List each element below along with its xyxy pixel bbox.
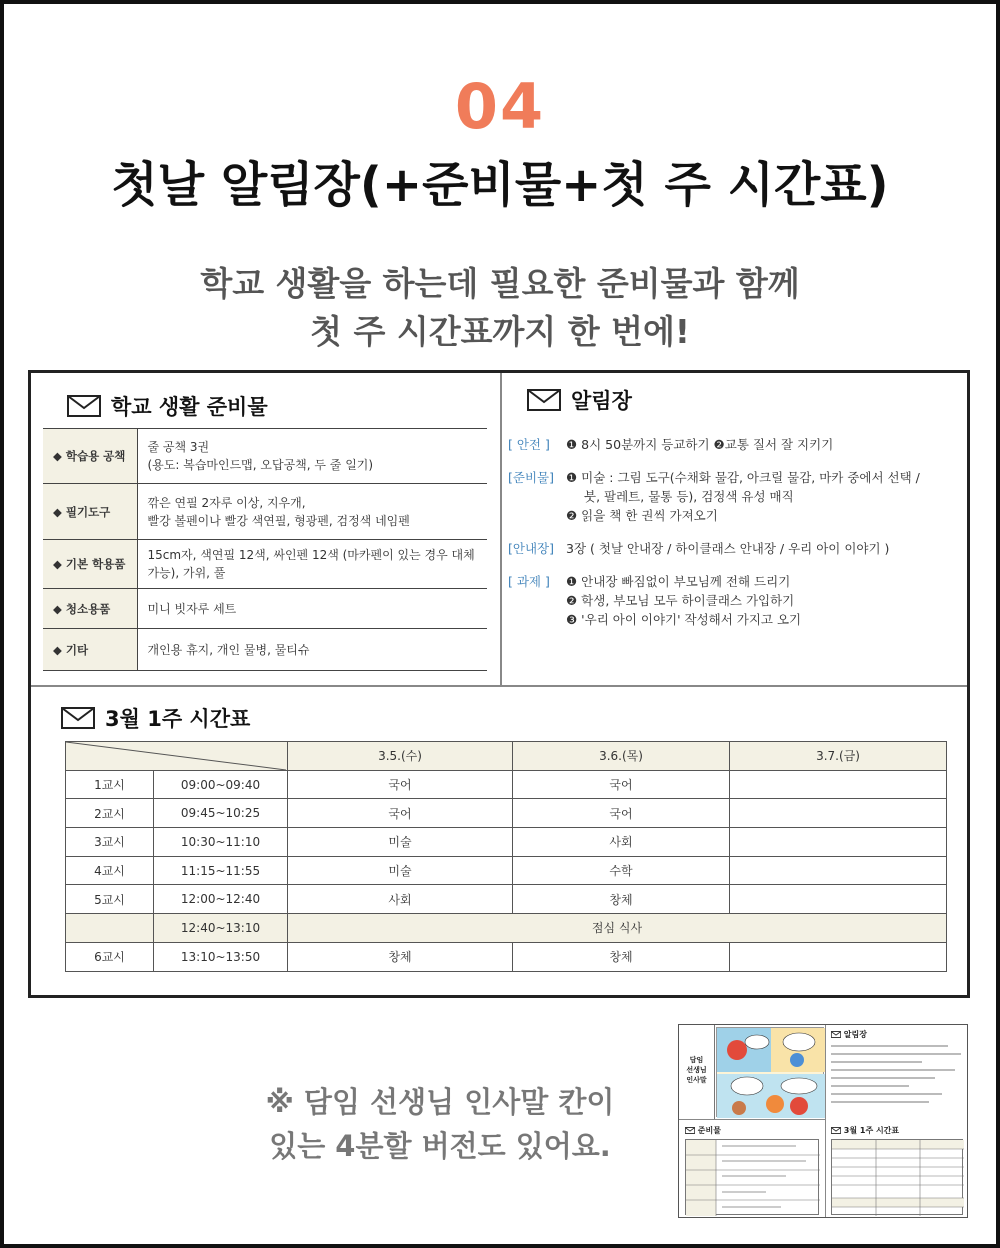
period-cell: 1교시 <box>66 770 154 799</box>
subject-cell <box>730 942 947 971</box>
notice-tag: [ 과제 ] <box>508 574 550 589</box>
notice-tag: [안내장] <box>508 541 554 556</box>
thumb-timetable-title: 3월 1주 시간표 <box>831 1125 899 1136</box>
prep-value: 개인용 휴지, 개인 물병, 물티슈 <box>137 629 487 671</box>
subject-cell <box>730 885 947 914</box>
time-cell: 12:40~13:10 <box>154 914 288 943</box>
prep-row <box>43 484 487 540</box>
notice-text <box>566 435 960 454</box>
prep-heading <box>67 391 268 421</box>
divider-horizontal <box>31 685 967 687</box>
notice-line: ❸ '우리 아이 이야기' 작성해서 가지고 오기 <box>566 612 802 627</box>
subject-cell <box>730 828 947 857</box>
subject-cell <box>730 770 947 799</box>
timetable-row <box>66 856 947 885</box>
day-header: 3.5.(수) <box>288 742 513 771</box>
prep-label: ◆ 청소용품 <box>43 589 137 629</box>
day-header: 3.6.(목) <box>513 742 730 771</box>
page-title: 첫날 알림장(+준비물+첫 주 시간표) <box>111 157 889 213</box>
notice-text <box>566 572 960 629</box>
notice-line: ❶ 안내장 빠짐없이 부모님께 전해 드리기 <box>566 574 791 589</box>
prep-row <box>43 540 487 589</box>
subject-cell: 미술 <box>288 828 513 857</box>
subject-cell: 미술 <box>288 856 513 885</box>
four-panel-preview <box>678 1024 968 1218</box>
time-cell: 10:30~11:10 <box>154 828 288 857</box>
footnote-line-2: 있는 4분할 버전도 있어요. <box>269 1129 611 1163</box>
subject-cell: 국어 <box>288 799 513 828</box>
subject-cell: 국어 <box>288 770 513 799</box>
notice-document <box>28 370 970 998</box>
envelope-icon <box>831 1127 841 1134</box>
lunch-row <box>66 914 947 943</box>
prep-label: ◆ 기본 학용품 <box>43 540 137 589</box>
timetable-row <box>66 885 947 914</box>
timetable-heading <box>61 703 250 733</box>
notice-text <box>566 468 960 525</box>
prep-title: 학교 생활 준비물 <box>111 395 268 419</box>
period-cell: 5교시 <box>66 885 154 914</box>
envelope-icon <box>527 389 561 411</box>
timetable <box>65 741 947 972</box>
thumb-prep-title: 준비물 <box>685 1125 721 1136</box>
thumb-timetable <box>831 1139 963 1215</box>
time-cell: 11:15~11:55 <box>154 856 288 885</box>
prep-label: ◆ 학습용 공책 <box>43 429 137 484</box>
envelope-icon <box>61 707 95 729</box>
subject-cell <box>730 799 947 828</box>
subject-cell: 창체 <box>513 942 730 971</box>
prep-row <box>43 629 487 671</box>
notice-heading <box>527 385 632 415</box>
timetable-row <box>66 799 947 828</box>
timetable-title: 3월 1주 시간표 <box>105 707 251 731</box>
subject-cell <box>730 856 947 885</box>
day-header: 3.7.(금) <box>730 742 947 771</box>
notice-line: ❶ 8시 50분까지 등교하기 ❷교통 질서 잘 지키기 <box>566 437 834 452</box>
diagonal-line <box>66 742 286 770</box>
timetable-row <box>66 942 947 971</box>
lunch-empty <box>66 914 154 943</box>
subject-cell: 창체 <box>288 942 513 971</box>
prep-label: ◆ 필기도구 <box>43 484 137 540</box>
period-cell: 6교시 <box>66 942 154 971</box>
thumb-greeting-label: 담임 선생님 인사말 <box>679 1025 715 1119</box>
prep-value: 줄 공책 3권 (용도: 복습마인드맵, 오답공책, 두 줄 일기) <box>137 429 487 484</box>
thumb-divider <box>825 1025 826 1218</box>
thumb-prep-table <box>685 1139 819 1215</box>
notice-row <box>508 572 960 629</box>
section-number: 04 <box>454 70 546 143</box>
subject-cell: 창체 <box>513 885 730 914</box>
period-cell: 2교시 <box>66 799 154 828</box>
notice-row <box>508 539 960 558</box>
thumb-divider <box>679 1119 825 1120</box>
envelope-icon <box>685 1127 695 1134</box>
prep-table <box>43 428 487 671</box>
time-cell: 09:45~10:25 <box>154 799 288 828</box>
time-cell: 12:00~12:40 <box>154 885 288 914</box>
notice-text <box>566 539 960 558</box>
footnote-line-1: ※ 담임 선생님 인사말 칸이 <box>265 1085 615 1119</box>
notice-line: 3장 ( 첫날 안내장 / 하이클래스 안내장 / 우리 아이 이야기 ) <box>566 541 890 556</box>
period-cell: 3교시 <box>66 828 154 857</box>
prep-row <box>43 589 487 629</box>
notice-row <box>508 468 960 525</box>
thumb-notice-lines <box>831 1045 961 1109</box>
lunch-label: 점심 식사 <box>288 914 947 943</box>
subject-cell: 국어 <box>513 770 730 799</box>
subject-cell: 사회 <box>288 885 513 914</box>
notice-list <box>508 435 960 643</box>
envelope-icon <box>831 1031 841 1038</box>
notice-line: ❶ 미술 : 그림 도구(수채화 물감, 아크릴 물감, 마카 중에서 선택 / <box>566 470 920 485</box>
timetable-row <box>66 828 947 857</box>
notice-line: ❷ 학생, 부모님 모두 하이클래스 가입하기 <box>566 593 795 608</box>
notice-row <box>508 435 960 454</box>
notice-line: ❷ 읽을 책 한 권씩 가져오기 <box>566 508 718 523</box>
notice-title: 알림장 <box>571 389 632 413</box>
divider-vertical <box>500 373 502 685</box>
thumb-comic-image <box>716 1027 824 1117</box>
prep-value: 15cm자, 색연필 12색, 싸인펜 12색 (마카펜이 있는 경우 대체 가능), 가위, 풀 <box>137 540 487 589</box>
subtitle-line-2: 첫 주 시간표까지 한 번에! <box>310 312 690 351</box>
notice-line: 붓, 팔레트, 물통 등), 검정색 유성 매직 <box>584 489 794 504</box>
prep-label: ◆ 기타 <box>43 629 137 671</box>
time-cell: 13:10~13:50 <box>154 942 288 971</box>
subtitle-line-1: 학교 생활을 하는데 필요한 준비물과 함께 <box>200 264 800 303</box>
time-cell: 09:00~09:40 <box>154 770 288 799</box>
prep-row <box>43 429 487 484</box>
envelope-icon <box>67 395 101 417</box>
prep-value: 깎은 연필 2자루 이상, 지우개, 빨강 볼펜이나 빨강 색연필, 형광펜, 검정색 네임펜 <box>137 484 487 540</box>
notice-tag: [ 안전 ] <box>508 437 550 452</box>
thumb-notice-title: 알림장 <box>831 1029 867 1040</box>
notice-tag: [준비물] <box>508 470 554 485</box>
subject-cell: 사회 <box>513 828 730 857</box>
period-cell: 4교시 <box>66 856 154 885</box>
prep-value: 미니 빗자루 세트 <box>137 589 487 629</box>
timetable-row <box>66 770 947 799</box>
timetable-corner <box>66 742 288 771</box>
subject-cell: 국어 <box>513 799 730 828</box>
subject-cell: 수학 <box>513 856 730 885</box>
